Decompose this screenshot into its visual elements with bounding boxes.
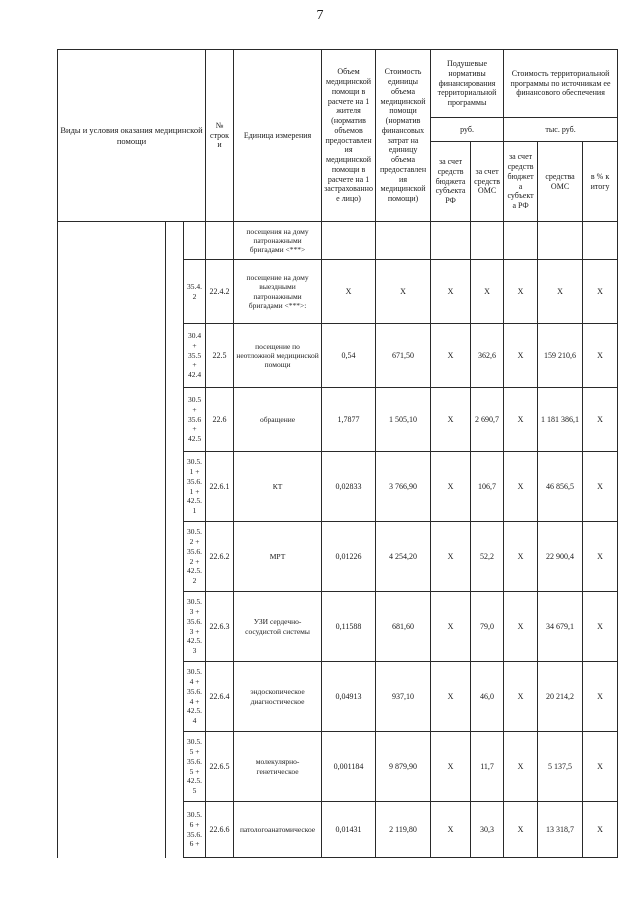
row-t-oms: X xyxy=(538,260,583,324)
row-t-budget: X xyxy=(504,324,538,388)
row-cost: 3 766,90 xyxy=(376,452,431,522)
row-volume: X xyxy=(322,260,376,324)
header-cost-total: Стоимость территориальной программы по источникам ее финансового обеспечения xyxy=(504,50,618,118)
row-cost: 9 879,90 xyxy=(376,732,431,802)
row-pc-budget: X xyxy=(431,802,471,858)
row-line xyxy=(206,222,234,260)
row-volume: 0,001184 xyxy=(322,732,376,802)
table-row xyxy=(58,522,618,592)
row-unit: УЗИ сердечно-сосудистой системы xyxy=(234,592,322,662)
table-row xyxy=(58,260,618,324)
row-t-budget: X xyxy=(504,388,538,452)
cost-table xyxy=(57,49,618,858)
page-number: 7 xyxy=(316,8,324,23)
row-pc-oms: 362,6 xyxy=(471,324,504,388)
row-pc-budget xyxy=(431,222,471,260)
row-code: 30.5.5 + 35.6.5 + 42.5.5 xyxy=(184,732,206,802)
row-t-oms: 5 137,5 xyxy=(538,732,583,802)
row-code: 30.5 + 35.6 + 42.5 xyxy=(184,388,206,452)
header-volume: Объем медицинской помощи в расчете на 1 жителя (норматив объемов предоставления медицинской помощи в расчете на 1 застрахованное лицо) xyxy=(322,50,376,222)
row-line: 22.6.4 xyxy=(206,662,234,732)
row-line: 22.6 xyxy=(206,388,234,452)
row-pct: X xyxy=(583,324,618,388)
header-unit: Единица измерения xyxy=(234,50,322,222)
row-t-budget: X xyxy=(504,662,538,732)
row-t-budget: X xyxy=(504,802,538,858)
header-conditions: Виды и условия оказания медицинской помощи xyxy=(58,50,206,222)
table-row xyxy=(58,662,618,732)
header-budget: за счет средств бюджета субъекта РФ xyxy=(431,142,471,222)
row-line: 22.5 xyxy=(206,324,234,388)
row-cost: 937,10 xyxy=(376,662,431,732)
row-line: 22.6.5 xyxy=(206,732,234,802)
table-row xyxy=(58,732,618,802)
row-line: 22.4.2 xyxy=(206,260,234,324)
row-code: 30.5.3 + 35.6.3 + 42.5.3 xyxy=(184,592,206,662)
row-volume: 0,02833 xyxy=(322,452,376,522)
row-pc-oms: 2 690,7 xyxy=(471,388,504,452)
row-cost: 2 119,80 xyxy=(376,802,431,858)
header-row-number: № строки xyxy=(206,50,234,222)
row-unit: КТ xyxy=(234,452,322,522)
row-pct: X xyxy=(583,452,618,522)
row-pc-oms: 46,0 xyxy=(471,662,504,732)
row-pct: X xyxy=(583,592,618,662)
row-t-oms: 1 181 386,1 xyxy=(538,388,583,452)
row-pc-budget: X xyxy=(431,452,471,522)
row-t-budget: X xyxy=(504,452,538,522)
table-row xyxy=(58,388,618,452)
header-rub: руб. xyxy=(431,118,504,142)
row-cost: 1 505,10 xyxy=(376,388,431,452)
row-pct: X xyxy=(583,522,618,592)
row-code: 30.5.4 + 35.6.4 + 42.5.4 xyxy=(184,662,206,732)
row-line: 22.6.6 xyxy=(206,802,234,858)
row-pc-budget: X xyxy=(431,592,471,662)
row-t-oms: 20 214,2 xyxy=(538,662,583,732)
row-code: 30.4 + 35.5 + 42.4 xyxy=(184,324,206,388)
row-volume: 0,11588 xyxy=(322,592,376,662)
row-pct: X xyxy=(583,662,618,732)
row-volume: 1,7877 xyxy=(322,388,376,452)
row-line: 22.6.1 xyxy=(206,452,234,522)
row-pc-oms: 52,2 xyxy=(471,522,504,592)
row-t-oms: 34 679,1 xyxy=(538,592,583,662)
row-line: 22.6.3 xyxy=(206,592,234,662)
row-volume: 0,01226 xyxy=(322,522,376,592)
row-t-budget xyxy=(504,222,538,260)
table-row xyxy=(58,452,618,522)
row-volume: 0,01431 xyxy=(322,802,376,858)
row-t-budget: X xyxy=(504,592,538,662)
row-pc-budget: X xyxy=(431,662,471,732)
row-unit: эндоскопическое диагностическое xyxy=(234,662,322,732)
row-t-oms: 13 318,7 xyxy=(538,802,583,858)
row-unit: МРТ xyxy=(234,522,322,592)
row-t-oms: 22 900,4 xyxy=(538,522,583,592)
row-unit: посещения на дому патронажными бригадами <***> xyxy=(234,222,322,260)
row-line: 22.6.2 xyxy=(206,522,234,592)
row-pct: X xyxy=(583,388,618,452)
table-row xyxy=(58,592,618,662)
header-oms: за счет средств ОМС xyxy=(471,142,504,222)
row-pc-budget: X xyxy=(431,260,471,324)
row-pct: X xyxy=(583,260,618,324)
row-volume xyxy=(322,222,376,260)
row-t-budget: X xyxy=(504,522,538,592)
row-volume: 0,54 xyxy=(322,324,376,388)
row-t-oms: 159 210,6 xyxy=(538,324,583,388)
row-pct: X xyxy=(583,732,618,802)
header-percent: в % к итогу xyxy=(583,142,618,222)
header-oms-2: средства ОМС xyxy=(538,142,583,222)
row-code xyxy=(184,222,206,260)
row-cost: 4 254,20 xyxy=(376,522,431,592)
row-code: 30.5.1 + 35.6.1 + 42.5.1 xyxy=(184,452,206,522)
table-row xyxy=(58,802,618,858)
table-row xyxy=(58,222,618,260)
header-thous-rub: тыс. руб. xyxy=(504,118,618,142)
row-cost: 671,50 xyxy=(376,324,431,388)
header-per-capita: Подушевые нормативы финансирования территориальной программы xyxy=(431,50,504,118)
row-pc-budget: X xyxy=(431,324,471,388)
row-cost xyxy=(376,222,431,260)
row-code: 30.5.6 + 35.6.6 + xyxy=(184,802,206,858)
header-budget-2: за счет средств бюджета субъекта РФ xyxy=(504,142,538,222)
row-pct: X xyxy=(583,802,618,858)
row-cost: 681,60 xyxy=(376,592,431,662)
row-cost: X xyxy=(376,260,431,324)
row-pc-oms: X xyxy=(471,260,504,324)
row-volume: 0,04913 xyxy=(322,662,376,732)
row-unit: посещение по неотложной медицинской помощи xyxy=(234,324,322,388)
row-pc-oms: 11,7 xyxy=(471,732,504,802)
row-pc-oms xyxy=(471,222,504,260)
row-t-budget: X xyxy=(504,732,538,802)
row-code: 30.5.2 + 35.6.2 + 42.5.2 xyxy=(184,522,206,592)
row-pct xyxy=(583,222,618,260)
row-t-budget: X xyxy=(504,260,538,324)
row-pc-budget: X xyxy=(431,522,471,592)
row-code: 35.4.2 xyxy=(184,260,206,324)
table-row xyxy=(58,324,618,388)
row-pc-oms: 30,3 xyxy=(471,802,504,858)
row-pc-budget: X xyxy=(431,732,471,802)
row-t-oms xyxy=(538,222,583,260)
row-unit: посещение на дому выездными патронажными бригадами <***>: xyxy=(234,260,322,324)
row-unit: патологоанатомическое xyxy=(234,802,322,858)
header-unit-cost: Стоимость единицы объема медицинской помощи (норматив финансовых затрат на единицу объема предоставления медицинской помощи) xyxy=(376,50,431,222)
row-pc-budget: X xyxy=(431,388,471,452)
row-pc-oms: 106,7 xyxy=(471,452,504,522)
row-t-oms: 46 856,5 xyxy=(538,452,583,522)
row-pc-oms: 79,0 xyxy=(471,592,504,662)
row-unit: молекулярно-генетическое xyxy=(234,732,322,802)
row-unit: обращение xyxy=(234,388,322,452)
